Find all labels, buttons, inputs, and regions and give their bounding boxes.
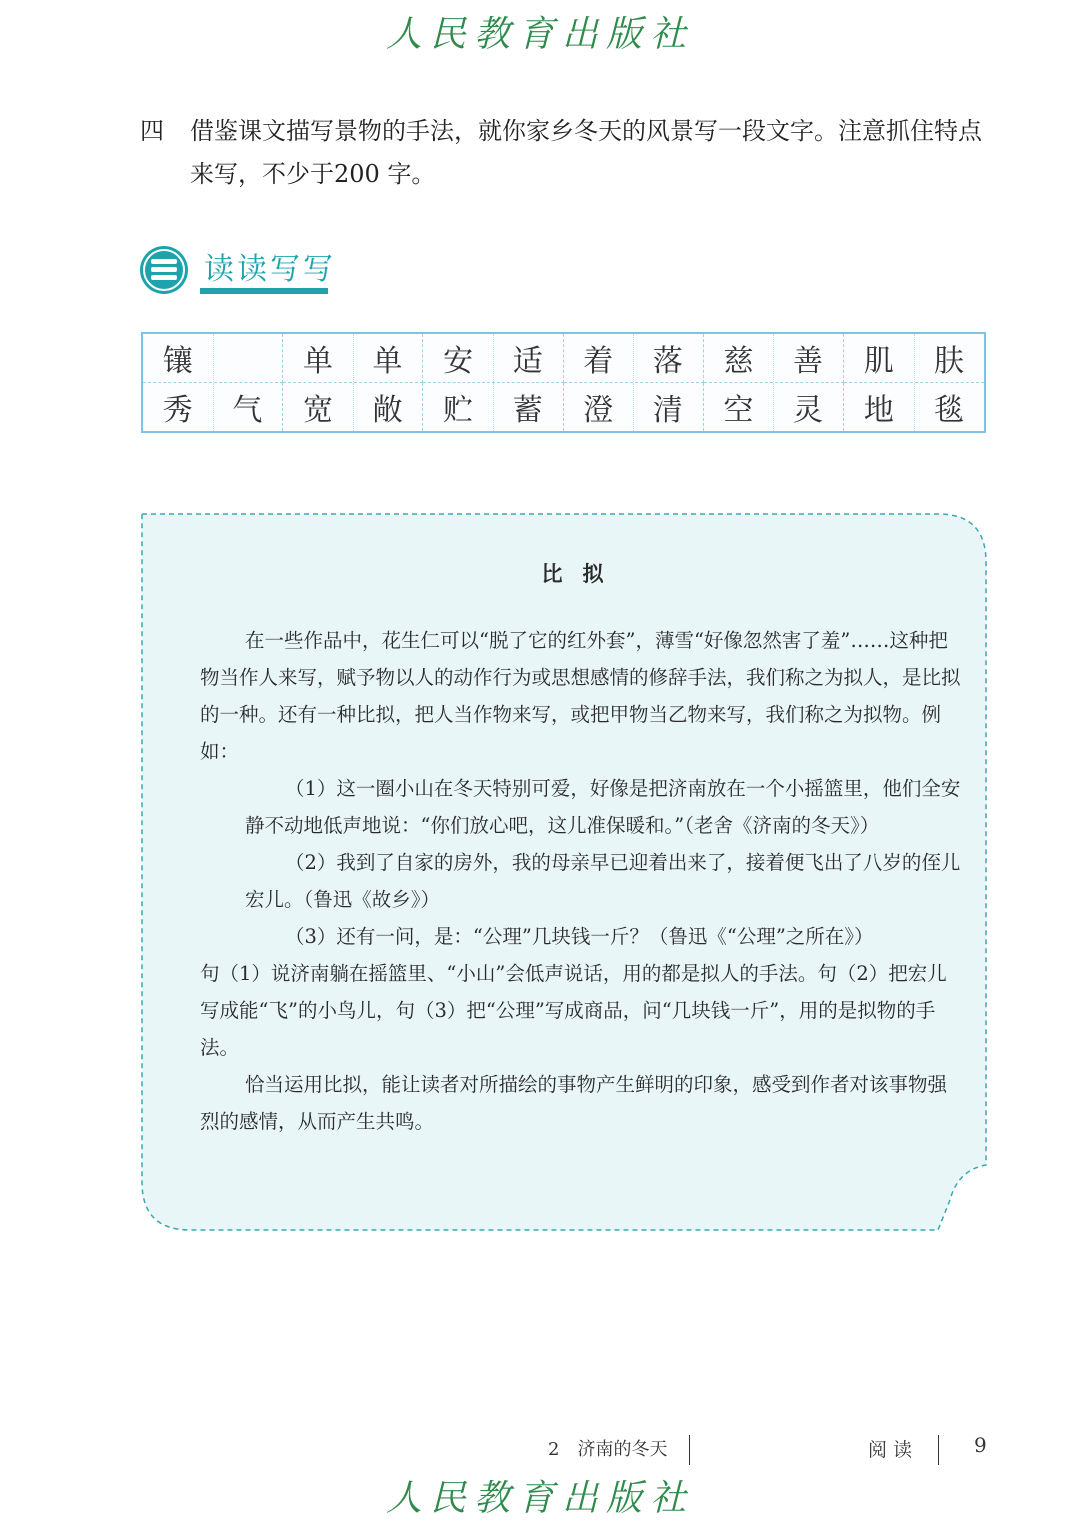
word-cell: 着 落 <box>564 334 704 383</box>
vocabulary-grid <box>141 332 986 433</box>
footer-lesson: 2 济南的冬天 <box>548 1439 668 1460</box>
footer-divider <box>938 1435 939 1465</box>
footer-unit: 阅读 <box>868 1439 919 1461</box>
word-cell: 地 毯 <box>844 383 984 432</box>
card-title: 比拟 <box>541 561 624 586</box>
word-cell: 贮 蓄 <box>423 383 563 432</box>
word-cell: 宽 敞 <box>283 383 423 432</box>
task-number: 四 <box>140 117 164 145</box>
section-three-icon <box>140 246 188 294</box>
example-item: （2）我到了自家的房外，我的母亲早已迎着出来了，接着便飞出了八岁的侄儿宏儿。（鲁迅《故乡》） <box>245 851 961 911</box>
writing-task <box>140 110 990 196</box>
word-cell: 慈 善 <box>704 334 844 383</box>
card-conclusion: 恰当运用比拟，能让读者对所描绘的事物产生鲜明的印象，感受到作者对该事物强烈的感情，从而产生共鸣。 <box>200 1073 948 1133</box>
word-cell: 肌 肤 <box>844 334 984 383</box>
section-title: 读读写写 <box>204 252 336 287</box>
word-cell: 镶 <box>143 334 283 383</box>
section-underline <box>200 288 328 294</box>
section-header <box>140 240 340 300</box>
example-item: （3）还有一问，是：“公理”几块钱一斤？（鲁迅《“公理”之所在》） <box>285 925 874 948</box>
knowledge-card <box>200 555 965 1140</box>
card-explanation: 句（1）说济南躺在摇篮里、“小山”会低声说话，用的都是拟人的手法。句（2）把宏儿写成能“飞”的小鸟儿，句（3）把“公理”写成商品，问“几块钱一斤”，用的是拟物的手法。 <box>200 962 947 1059</box>
word-cell: 单 单 <box>283 334 423 383</box>
word-cell: 安 适 <box>423 334 563 383</box>
footer-divider <box>689 1435 690 1465</box>
publisher-logo-bottom: 人民教育出版社 <box>385 1478 694 1519</box>
task-text: 借鉴课文描写景物的手法，就你家乡冬天的风景写一段文字。注意抓住特点来写，不少于200 字。 <box>190 117 982 188</box>
card-intro: 在一些作品中，花生仁可以“脱了它的红外套”，薄雪“好像忽然害了羞”……这种把物当作人来写，赋予物以人的动作行为或思想感情的修辞手法，我们称之为拟人，是比拟的一种。还有一种比拟，把人当作物来写，或把甲物当乙物来写，我们称之为拟物。例如： <box>200 629 961 763</box>
word-cell: 秀 气 <box>143 383 283 432</box>
page-number: 9 <box>974 1433 987 1457</box>
example-item: （1）这一圈小山在冬天特别可爱，好像是把济南放在一个小摇篮里，他们全安静不动地低声地说：“你们放心吧，这儿准保暖和。”（老舍《济南的冬天》） <box>245 777 961 837</box>
publisher-logo-top: 人民教育出版社 <box>385 14 694 55</box>
word-cell: 澄 清 <box>564 383 704 432</box>
word-cell: 空 灵 <box>704 383 844 432</box>
